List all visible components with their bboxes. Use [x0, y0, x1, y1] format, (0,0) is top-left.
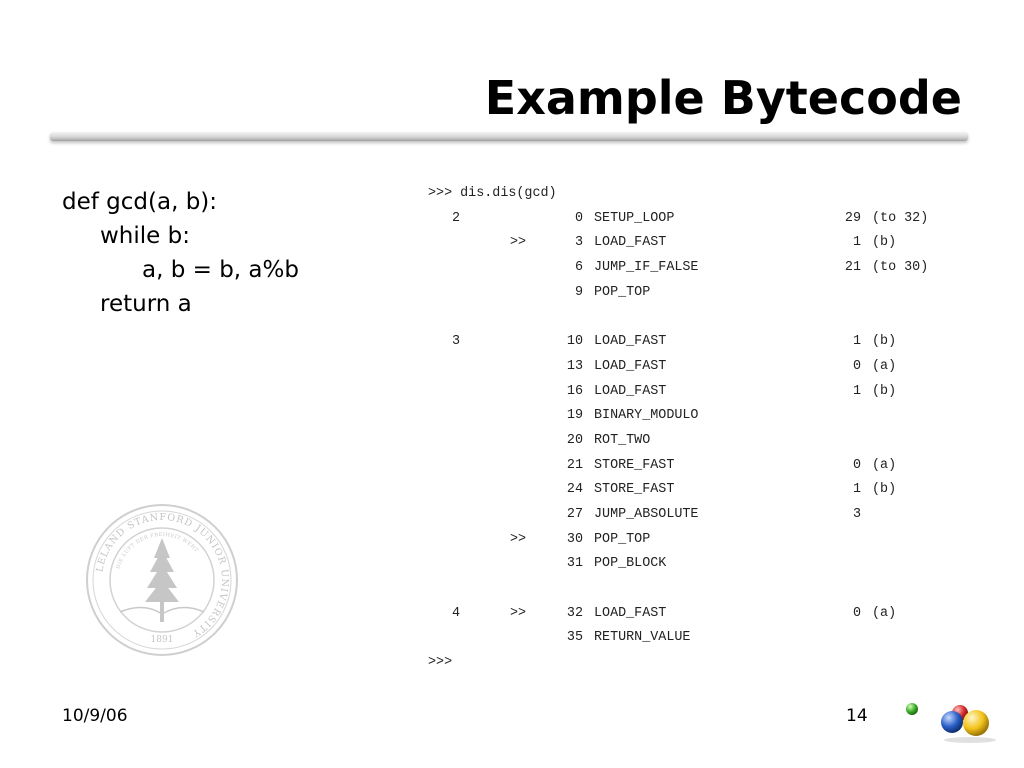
footer-date: 10/9/06	[62, 706, 128, 726]
opcode-name: STORE_FAST	[594, 457, 675, 473]
bytecode-disassembly	[428, 182, 929, 676]
opcode-argument: 0	[852, 457, 861, 473]
opcode-name: LOAD_FAST	[594, 358, 667, 374]
bytecode-offset: 35	[566, 630, 583, 646]
bytecode-offset: 21	[566, 457, 583, 473]
argument-note: (b)	[872, 383, 897, 399]
bytecode-row	[428, 503, 861, 528]
argument-note: (to 32)	[872, 210, 929, 226]
opcode-name: POP_TOP	[594, 284, 651, 300]
bytecode-offset: 20	[566, 432, 583, 448]
slide-title: Example Bytecode	[484, 71, 962, 125]
argument-note: (b)	[872, 235, 897, 251]
opcode-name: JUMP_IF_FALSE	[594, 260, 699, 276]
source-line-number: 4	[451, 605, 460, 621]
bytecode-row	[428, 552, 667, 577]
bytecode-row	[428, 404, 699, 429]
bytecode-offset: 0	[574, 210, 583, 226]
seal-year: 1891	[150, 635, 174, 645]
bytecode-offset: 6	[574, 260, 583, 276]
opcode-argument: 1	[852, 482, 861, 498]
bytecode-row	[428, 478, 897, 503]
argument-note: (a)	[872, 457, 897, 473]
bytecode-offset: 30	[566, 531, 583, 547]
opcode-name: LOAD_FAST	[594, 334, 667, 350]
bytecode-offset: 9	[574, 284, 583, 300]
bytecode-offset: 24	[566, 482, 583, 498]
title-divider	[50, 132, 968, 141]
slide-number: 14	[846, 706, 868, 726]
source-line: while b:	[100, 223, 190, 249]
bytecode-offset: 10	[566, 334, 583, 350]
bytecode-row	[428, 626, 691, 651]
opcode-name: ROT_TWO	[594, 432, 651, 448]
bytecode-row	[428, 231, 897, 256]
argument-note: (to 30)	[872, 260, 929, 276]
source-line: def gcd(a, b):	[62, 189, 218, 215]
seal-motto: DIE LUFT DER FREIHEIT WEHT	[115, 531, 200, 570]
bytecode-offset: 31	[566, 556, 583, 572]
bytecode-row	[428, 429, 651, 454]
source-line-number: 3	[451, 334, 460, 350]
bytecode-row	[428, 281, 651, 306]
bytecode-row	[428, 454, 897, 479]
python-source-code	[62, 185, 299, 321]
opcode-name: LOAD_FAST	[594, 383, 667, 399]
opcode-argument: 0	[852, 605, 861, 621]
opcode-name: JUMP_ABSOLUTE	[594, 506, 699, 522]
stanford-seal-logo	[84, 502, 240, 658]
opcode-argument: 1	[852, 235, 861, 251]
bytecode-offset: 3	[574, 235, 583, 251]
opcode-name: POP_BLOCK	[594, 556, 667, 572]
argument-note: (a)	[872, 358, 897, 374]
opcode-name: BINARY_MODULO	[594, 408, 699, 424]
block-gap	[428, 577, 557, 602]
seal-ring-text: LELAND STANFORD JUNIOR UNIVERSITY	[94, 511, 231, 640]
dis-command: >>> dis.dis(gcd)	[428, 186, 557, 201]
opcode-name: LOAD_FAST	[594, 235, 667, 251]
jump-target-marker: >>	[510, 531, 527, 547]
opcode-argument: 1	[852, 334, 861, 350]
jump-target-marker: >>	[510, 605, 527, 621]
bytecode-row	[428, 256, 929, 281]
bytecode-row	[428, 380, 897, 405]
bytecode-row	[428, 355, 897, 380]
opcode-argument: 0	[852, 358, 861, 374]
bytecode-row	[428, 602, 897, 627]
dis-rows	[428, 207, 929, 651]
bytecode-offset: 32	[566, 605, 583, 621]
jump-target-marker: >>	[510, 235, 527, 251]
bytecode-row	[428, 207, 929, 232]
opcode-argument: 1	[852, 383, 861, 399]
block-gap	[428, 305, 557, 330]
bytecode-offset: 19	[566, 408, 583, 424]
colored-balls-logo	[900, 696, 1000, 746]
dis-prompt-end: >>>	[428, 655, 453, 671]
bytecode-offset: 16	[566, 383, 583, 399]
source-line: return a	[100, 291, 192, 317]
bytecode-row	[428, 330, 897, 355]
source-line-number: 2	[451, 210, 460, 226]
opcode-name: POP_TOP	[594, 531, 651, 547]
opcode-name: SETUP_LOOP	[594, 210, 675, 226]
opcode-argument: 29	[844, 210, 861, 226]
opcode-name: STORE_FAST	[594, 482, 675, 498]
source-line: a, b = b, a%b	[142, 257, 299, 283]
opcode-name: LOAD_FAST	[594, 605, 667, 621]
bytecode-offset: 27	[566, 506, 583, 522]
opcode-name: RETURN_VALUE	[594, 630, 691, 646]
opcode-argument: 21	[844, 260, 861, 276]
bytecode-offset: 13	[566, 358, 583, 374]
argument-note: (b)	[872, 482, 897, 498]
opcode-argument: 3	[852, 506, 861, 522]
argument-note: (b)	[872, 334, 897, 350]
bytecode-row	[428, 528, 651, 553]
argument-note: (a)	[872, 605, 897, 621]
